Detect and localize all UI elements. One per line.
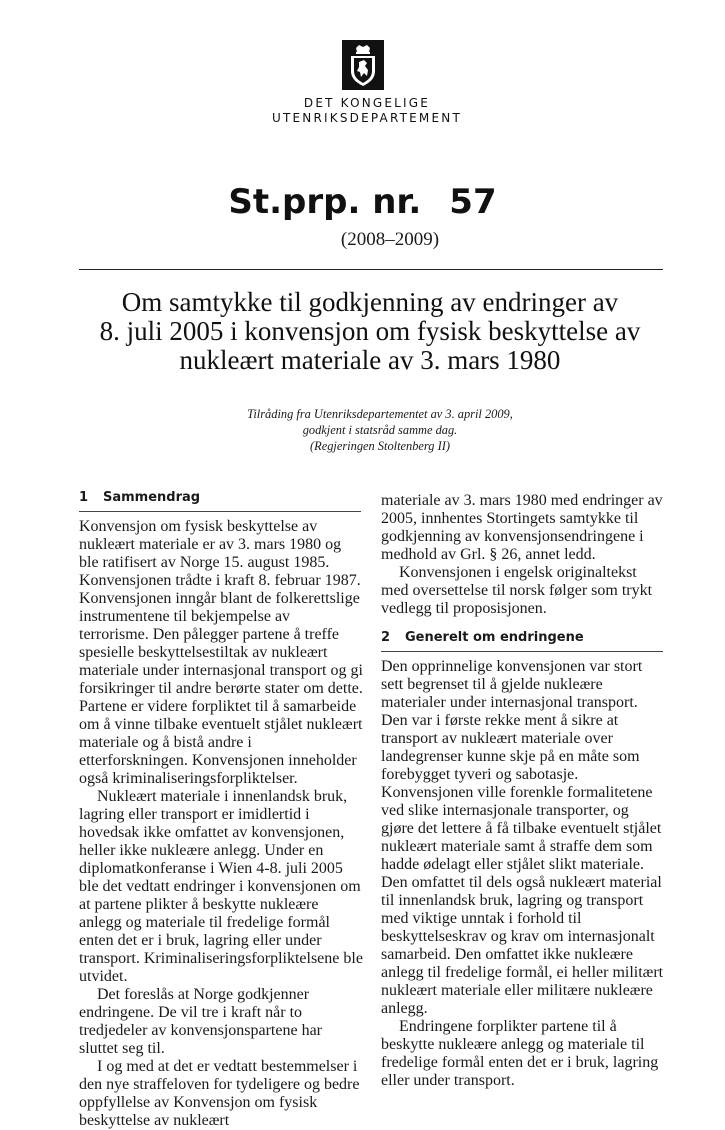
section-1-paragraph-5: materiale av 3. mars 1980 med endringer av 2005, innhentes Stortingets samtykke til godkjenning av konvensjonsendringene i medhold av Grl. § 26, annet ledd.	[381, 492, 663, 563]
title-line-1: Om samtykke til godkjenning av endringer av	[121, 287, 619, 317]
section-1-body-left	[79, 518, 363, 1130]
document-type-label: St.prp. nr.	[228, 182, 422, 222]
section-2-title: Generelt om endringene	[405, 630, 584, 645]
section-1-number: 1	[79, 490, 89, 505]
session-years: (2008–2009)	[340, 229, 440, 250]
recommendation-line-1: Tilråding fra Utenriksdepartementet av 3. april 2009,	[247, 407, 513, 421]
recommendation-note	[180, 406, 580, 454]
recommendation-line-2: godkjent i statsråd samme dag.	[302, 423, 458, 437]
section-1-title: Sammendrag	[103, 490, 201, 505]
section-2-number: 2	[381, 630, 391, 645]
section-2-body	[381, 658, 665, 1090]
recommendation-line-3: (Regjeringen Stoltenberg II)	[310, 439, 450, 453]
document-title	[70, 288, 670, 375]
document-type	[0, 182, 725, 222]
document-number: 57	[449, 182, 497, 222]
section-2-paragraph-1: Den opprinnelige konvensjonen var stort sett begrenset til å gjelde nukleære materialer under internasjonal transport. Den var i første rekke ment å sikre at transport av nukleært materiale over landegrenser kunne skje på en måte som forebygget tyveri og sabotasje. Konvensjonen ville forenkle formalitetene ved slike internasjonale transporter, og gjøre det lettere å få tilbake eventuelt stjålet nukleært materiale samt å straffe dem som hadde ødelagt eller stjålet slikt materiale. Den omfattet til dels også nukleært material til innenlandsk bruk, lagring og transport med viktige unntak i forhold til beskyttelseskrav og krav om internasjonalt samarbeid. Den omfattet ikke nukleære anlegg til fredelige formål, ei heller militært nukleært materiale eller militære nukleære anlegg.	[381, 658, 664, 1017]
title-line-2: 8. juli 2005 i konvensjon om fysisk beskyttelse av	[99, 316, 641, 346]
title-divider	[79, 269, 663, 270]
norwegian-coat-of-arms-icon	[342, 40, 384, 90]
ministry-name	[262, 96, 472, 126]
section-1-rule	[79, 511, 361, 512]
section-1-paragraph-1: Konvensjon om fysisk beskyttelse av nukleært materiale er av 3. mars 1980 og ble ratifisert av Norge 15. august 1985. Konvensjonen trådte i kraft 8. februar 1987. Konvensjonen inngår blant de folkerettslige instrumentene til bekjempelse av terrorisme. Den pålegger partene å treffe spesielle beskyttelsestiltak av nukleært materiale under internasjonal transport og gi forsikringer til andre berørte stater om dette. Partene er videre forpliktet til å samarbeide om å vinne tilbake eventuelt stjålet nukleært materiale og å bistå andre i etterforskningen. Konvensjonen inneholder også kriminaliseringsforpliktelser.	[79, 518, 363, 787]
section-1-paragraph-6: Konvensjonen i engelsk originaltekst med oversettelse til norsk følger som trykt vedlegg til proposisjonen.	[381, 564, 653, 617]
section-2-paragraph-2: Endringene forplikter partene til å beskytte nukleære anlegg og materiale til fredelige formål enten det er i bruk, lagring eller under transport.	[381, 1018, 659, 1089]
ministry-line-1: DET KONGELIGE	[303, 96, 431, 110]
section-2-heading	[381, 630, 584, 646]
section-2-rule	[381, 651, 663, 652]
title-line-3: nukleært materiale av 3. mars 1980	[179, 345, 561, 375]
section-1-paragraph-4: I og med at det er vedtatt bestemmelser i den nye straffeloven for tydeligere og bedre oppfyllelse av Konvensjon om fysisk beskyttelse av nukleært	[79, 1058, 360, 1129]
section-1-heading	[79, 490, 200, 506]
section-1-body-right	[381, 492, 665, 618]
section-1-paragraph-2: Nukleært materiale i innenlandsk bruk, lagring eller transport er imidlertid i hovedsak ikke omfattet av konvensjonen, heller ikke nukleære anlegg. Under en diplomatkonferanse i Wien 4-8. juli 2005 ble det vedtatt endringer i konvensjonen om at partene plikter å beskytte nukleære anlegg og materiale til fredelige formål enten det er i bruk, lagring eller under transport. Kriminaliseringsforpliktelsene ble utvidet.	[79, 788, 363, 985]
section-1-paragraph-3: Det foreslås at Norge godkjenner endringene. De vil tre i kraft når to tredjedeler av konvensjonspartene har sluttet seg til.	[79, 986, 323, 1057]
ministry-line-2: UTENRIKSDEPARTEMENT	[272, 111, 462, 125]
